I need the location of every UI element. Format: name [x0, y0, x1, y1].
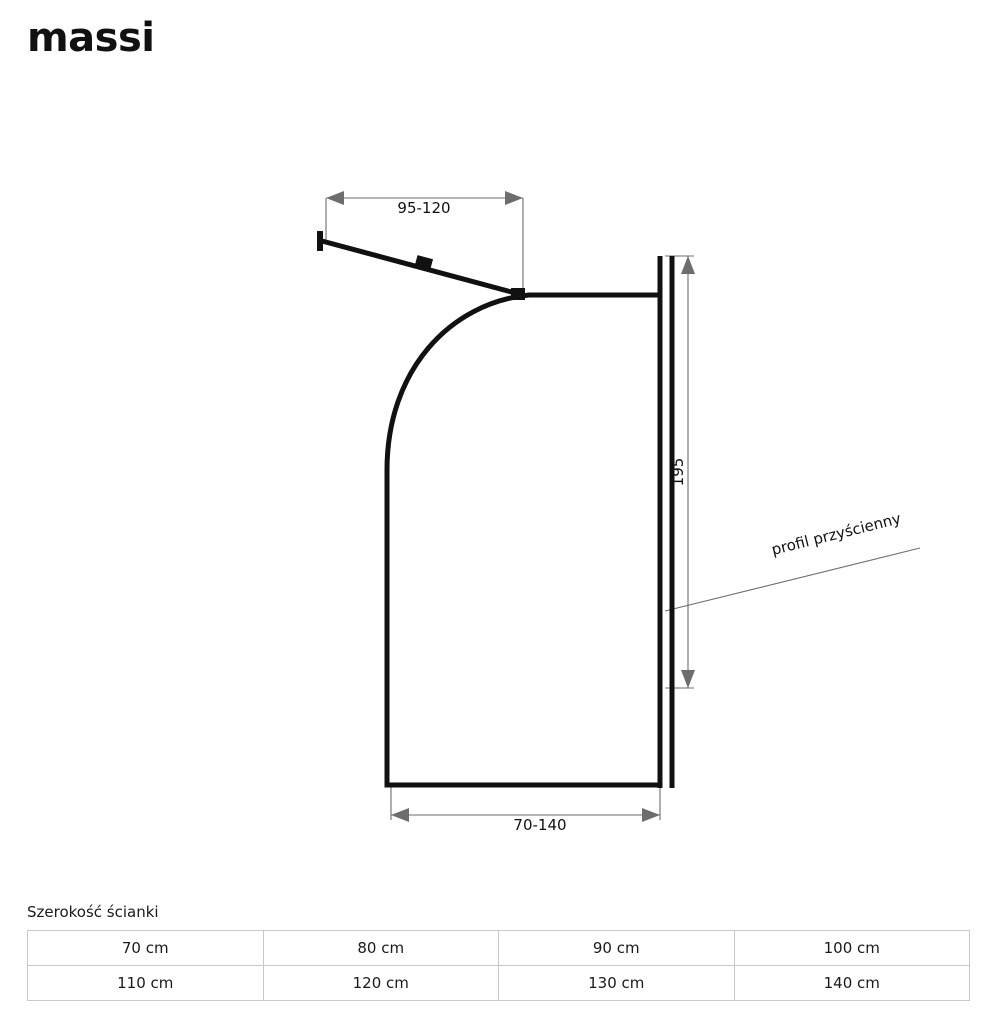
height-dimension-label: 195 — [669, 457, 687, 487]
table-cell: 120 cm — [263, 966, 499, 1001]
wall-profile-callout-label: profil przyścienny — [769, 509, 903, 559]
table-row — [28, 931, 970, 966]
top-dimension-label: 95-120 — [397, 199, 451, 217]
shower-screen-outline — [320, 234, 672, 788]
table-cell: 130 cm — [499, 966, 735, 1001]
table-cell: 140 cm — [734, 966, 970, 1001]
table-cell: 110 cm — [28, 966, 264, 1001]
dimension-arrowheads — [326, 191, 695, 822]
product-technical-drawing — [0, 70, 997, 860]
table-row — [28, 966, 970, 1001]
brand-logo: massi — [27, 15, 155, 61]
table-cell: 80 cm — [263, 931, 499, 966]
table-cell: 100 cm — [734, 931, 970, 966]
dimension-lines — [326, 198, 920, 820]
size-table-caption: Szerokość ścianki — [27, 903, 159, 921]
bottom-dimension-label: 70-140 — [513, 816, 567, 834]
size-table — [27, 930, 970, 1001]
size-table-section — [27, 903, 970, 1001]
table-cell: 90 cm — [499, 931, 735, 966]
table-cell: 70 cm — [28, 931, 264, 966]
